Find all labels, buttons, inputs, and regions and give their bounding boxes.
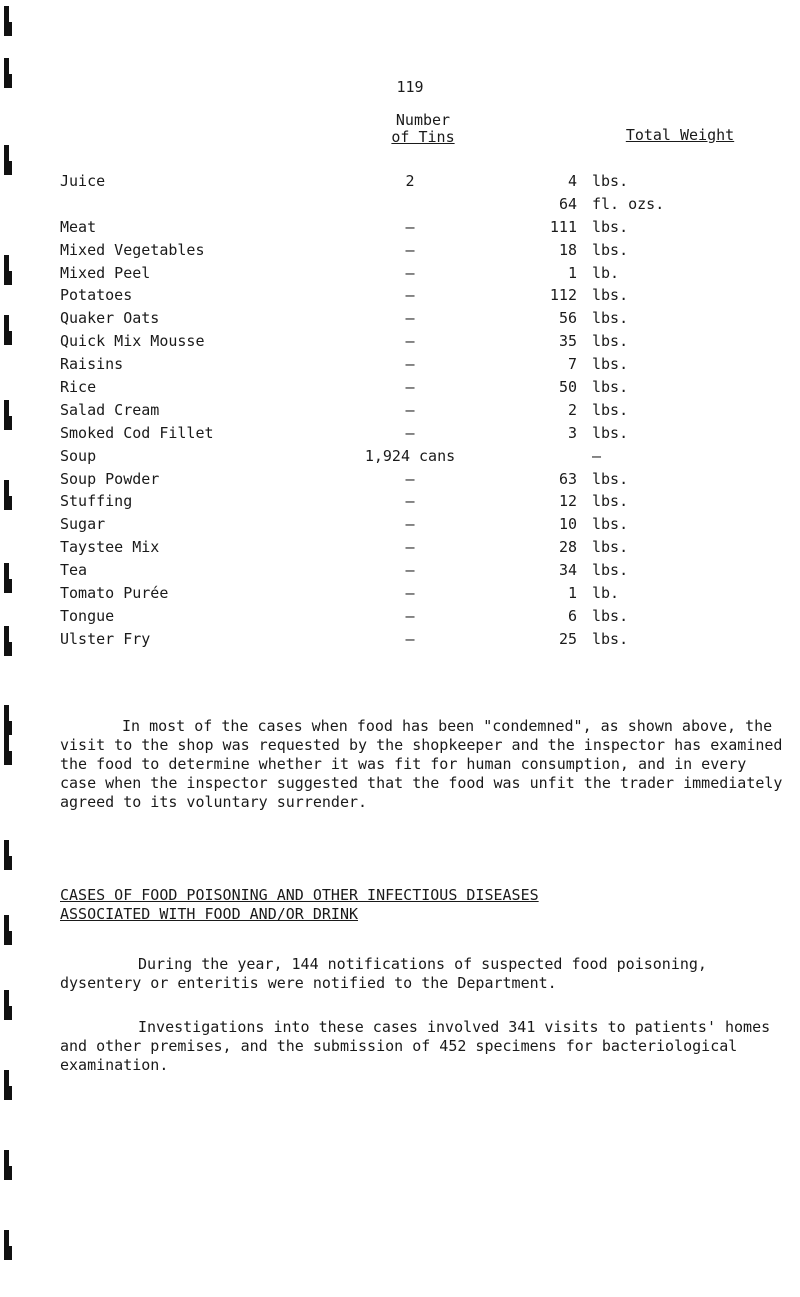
table-row xyxy=(0,216,800,239)
item-tins: – xyxy=(405,606,415,625)
item-weight-unit: lbs. xyxy=(592,515,629,534)
table-row xyxy=(0,307,800,330)
table-row xyxy=(0,284,800,307)
item-name: Quick Mix Mousse xyxy=(60,332,205,351)
item-tins: 1,924 cans xyxy=(364,446,456,465)
item-weight-number: 1 xyxy=(567,263,577,282)
table-row xyxy=(0,330,800,353)
table-row xyxy=(0,445,800,468)
table-row xyxy=(0,239,800,262)
binding-mark xyxy=(4,840,9,870)
table-row xyxy=(0,605,800,628)
column-header-tins-line2: of Tins xyxy=(391,128,455,146)
paragraph-condemned-food: In most of the cases when food has been "condemned", as shown above, the visit to the shop was requested by the shopkeeper and the inspector has examined the food to determine whether it was fit for human consumption, and in every case when the inspector suggested that the food was unfit the trader immediately agreed to its voluntary surrender. xyxy=(60,717,792,811)
item-tins: – xyxy=(405,286,415,305)
column-header-tins xyxy=(368,112,478,146)
item-tins: – xyxy=(405,561,415,580)
table-row xyxy=(0,262,800,285)
table-row xyxy=(0,559,800,582)
section-heading xyxy=(60,886,539,924)
item-weight-unit: lbs. xyxy=(592,423,629,442)
item-weight-unit: lb. xyxy=(592,584,620,603)
item-tins: – xyxy=(405,629,415,648)
item-weight-number: 12 xyxy=(558,492,577,511)
item-name: Mixed Peel xyxy=(60,263,151,282)
item-weight-unit: lbs. xyxy=(592,309,629,328)
item-weight-number: 111 xyxy=(549,217,577,236)
table-row xyxy=(0,582,800,605)
item-weight-unit: lbs. xyxy=(592,400,629,419)
item-name: Salad Cream xyxy=(60,400,160,419)
item-weight-unit: fl. ozs. xyxy=(592,194,665,213)
item-weight-unit: lbs. xyxy=(592,606,629,625)
table-row xyxy=(0,513,800,536)
table-row xyxy=(0,536,800,559)
binding-mark xyxy=(4,1150,9,1180)
food-items-table xyxy=(0,170,800,651)
binding-mark xyxy=(4,705,9,735)
item-tins: – xyxy=(405,400,415,419)
table-row xyxy=(0,376,800,399)
section-heading-line2: ASSOCIATED WITH FOOD AND/OR DRINK xyxy=(60,905,359,923)
item-weight-number: 18 xyxy=(558,240,577,259)
item-name: Quaker Oats xyxy=(60,309,160,328)
item-weight-number: 6 xyxy=(567,606,577,625)
binding-mark xyxy=(4,1230,9,1260)
item-weight-unit: lbs. xyxy=(592,355,629,374)
binding-mark xyxy=(4,915,9,945)
column-header-tins-line1: Number xyxy=(395,111,451,129)
item-tins: – xyxy=(405,355,415,374)
item-weight-unit: lbs. xyxy=(592,332,629,351)
item-weight-number: 3 xyxy=(567,423,577,442)
item-name: Tomato Purée xyxy=(60,584,169,603)
paragraph-investigations: Investigations into these cases involved 341 visits to patients' homes and other premises, and the submission of 452 specimens for bacteriological examination. xyxy=(60,1018,780,1074)
item-weight-number: 28 xyxy=(558,538,577,557)
item-tins: – xyxy=(405,378,415,397)
item-tins: – xyxy=(405,515,415,534)
item-tins: – xyxy=(405,492,415,511)
item-name: Stuffing xyxy=(60,492,133,511)
item-name: Sugar xyxy=(60,515,106,534)
item-tins: – xyxy=(405,469,415,488)
item-name: Tea xyxy=(60,561,88,580)
item-weight-number: 56 xyxy=(558,309,577,328)
item-name: Potatoes xyxy=(60,286,133,305)
item-name: Soup xyxy=(60,446,97,465)
item-tins: – xyxy=(405,332,415,351)
binding-mark xyxy=(4,990,9,1020)
item-weight-unit: lbs. xyxy=(592,240,629,259)
table-row xyxy=(0,490,800,513)
item-weight-unit: lbs. xyxy=(592,492,629,511)
item-weight-number: 25 xyxy=(558,629,577,648)
table-row xyxy=(0,422,800,445)
item-weight-number: 50 xyxy=(558,378,577,397)
paragraph-notifications: During the year, 144 notifications of suspected food poisoning, dysentery or enteritis were notified to the Department. xyxy=(60,955,716,992)
item-weight-unit: lbs. xyxy=(592,538,629,557)
table-row xyxy=(0,628,800,651)
item-weight-unit: lbs. xyxy=(592,629,629,648)
item-weight-number: 112 xyxy=(549,286,577,305)
item-name: Taystee Mix xyxy=(60,538,160,557)
item-weight-number: 35 xyxy=(558,332,577,351)
item-tins: – xyxy=(405,240,415,259)
item-weight-unit: lbs. xyxy=(592,561,629,580)
item-weight-number: 10 xyxy=(558,515,577,534)
item-name: Juice xyxy=(60,172,106,190)
page-number: 119 xyxy=(396,78,424,96)
item-name: Soup Powder xyxy=(60,469,160,488)
table-row xyxy=(0,353,800,376)
binding-mark xyxy=(4,6,9,36)
item-weight-unit: lbs. xyxy=(592,469,629,488)
item-name: Mixed Vegetables xyxy=(60,240,205,259)
table-row xyxy=(0,193,800,216)
item-weight-number: 7 xyxy=(567,355,577,374)
section-heading-line1: CASES OF FOOD POISONING AND OTHER INFECTIOUS DISEASES xyxy=(60,886,539,904)
binding-mark xyxy=(4,735,9,765)
item-weight-number: 2 xyxy=(567,400,577,419)
item-tins: – xyxy=(405,423,415,442)
item-name: Raisins xyxy=(60,355,124,374)
item-weight-number: 4 xyxy=(567,172,577,190)
item-tins: – xyxy=(405,217,415,236)
item-tins: – xyxy=(405,538,415,557)
item-tins: – xyxy=(405,584,415,603)
item-name: Rice xyxy=(60,378,97,397)
item-weight-number: 63 xyxy=(558,469,577,488)
item-tins: – xyxy=(405,263,415,282)
item-tins: 2 xyxy=(405,172,415,190)
item-weight-unit: lbs. xyxy=(592,378,629,397)
item-weight-unit: lbs. xyxy=(592,286,629,305)
column-header-weight: Total Weight xyxy=(625,126,735,144)
item-name: Smoked Cod Fillet xyxy=(60,423,214,442)
item-weight-number: 34 xyxy=(558,561,577,580)
table-row xyxy=(0,468,800,491)
item-weight-unit: lbs. xyxy=(592,217,629,236)
item-weight-number: 64 xyxy=(558,194,577,213)
item-weight-unit: lbs. xyxy=(592,172,629,190)
item-weight-unit: – xyxy=(592,446,602,465)
item-weight-unit: lb. xyxy=(592,263,620,282)
item-weight-number: 1 xyxy=(567,584,577,603)
table-row xyxy=(0,170,800,193)
item-name: Ulster Fry xyxy=(60,629,151,648)
table-row xyxy=(0,399,800,422)
item-name: Meat xyxy=(60,217,97,236)
item-name: Tongue xyxy=(60,606,115,625)
binding-mark xyxy=(4,1070,9,1100)
item-tins: – xyxy=(405,309,415,328)
